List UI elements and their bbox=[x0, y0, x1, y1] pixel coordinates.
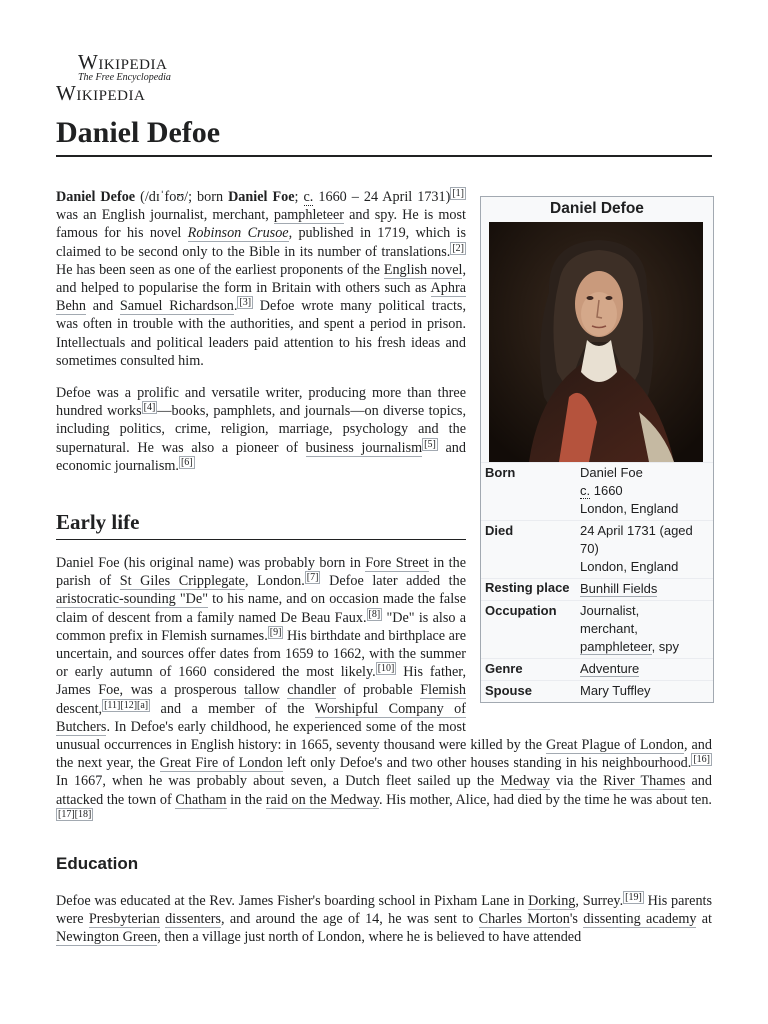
infobox-row-born: Born Daniel Foe c. 1660 London, England bbox=[481, 462, 713, 520]
link-fore-street[interactable]: Fore Street bbox=[365, 555, 429, 571]
education-paragraph: Defoe was educated at the Rev. James Fisher's boarding school in Pixham Lane in Dorking, Surrey. [19] His parents were Presbyterian dissenters, and around the age of 14, he was sent to Charles Morton's dissenting academy at Newington Green, then a village just north of London, where he is believed to have attended bbox=[56, 892, 712, 946]
link-raid-on-medway[interactable]: raid on the Medway bbox=[265, 791, 379, 808]
link-tallow[interactable]: tallow bbox=[244, 682, 280, 699]
intro-paragraph-2: Defoe was a prolific and versatile writer, producing more than three hundred works [4] —books, pamphlets, and journals—on diverse topics, including politics, crime, religion, marriage, psychology and the supernatural. He was also a pioneer of business journalism [5] and economic journalism. [6] bbox=[56, 385, 467, 474]
link-aphra-behn[interactable]: Aphra Behn bbox=[56, 280, 466, 315]
portrait-image[interactable] bbox=[489, 222, 703, 462]
ref-link[interactable]: [16] bbox=[693, 754, 710, 766]
link-presbyterian[interactable]: Presbyterian bbox=[88, 911, 160, 928]
link-dissenters[interactable]: dissenters bbox=[165, 911, 222, 928]
link-river-thames[interactable]: River Thames bbox=[603, 773, 686, 790]
link-aristocratic-sounding[interactable]: aristocratic-sounding "De" bbox=[56, 591, 209, 608]
link-newington-green[interactable]: Newington Green bbox=[56, 929, 158, 946]
early-life-paragraph: Daniel Foe (his original name) was probably born in Fore Street in the parish of St Giles Cripplegate, London. [7] Defoe later added the aristocratic-sounding "De" to his name, and on occasion made the false claim of descent from a family named De Beau Faux. [8] "De" is also a common prefix in Flemish surnames. [9] His birthdate and birthplace are uncertain, and sources offer dates from 1659 to 1662, with the summer or early autumn of 1660 considered the most likely. [10] His father, James Foe, was a prosperous tallow chandler of probable Flemish descent, [11][12][a] and a member of the Worshipful Company of Butchers. In Defoe's early childhood, he experienced some of the most unusual occurrences in English history: in 1665, seventy thousand were killed by the Great Plague of London, and the next year, the Great Fire of London left only Defoe's and two other houses standing in his neighbourhood. [16] In 1667, when he was probably about seven, a Dutch fleet sailed up the Medway via the River Thames and attacked the town of Chatham in the raid on the Medway. His mother, Alice, had died by the time he was about ten.[17][18] bbox=[56, 555, 712, 820]
ref-link[interactable]: [17][18] bbox=[58, 808, 92, 820]
ref-link[interactable]: [9] bbox=[269, 626, 282, 638]
link-chatham[interactable]: Chatham bbox=[175, 791, 227, 808]
infobox bbox=[480, 196, 714, 703]
link-english-novel[interactable]: English novel bbox=[383, 261, 463, 278]
infobox-row-died: Died 24 April 1731 (aged 70) London, England bbox=[481, 520, 713, 578]
link-chandler[interactable]: chandler bbox=[287, 682, 337, 699]
link-adventure[interactable]: Adventure bbox=[580, 661, 640, 676]
link-st-giles-cripplegate[interactable]: St Giles Cripplegate bbox=[119, 573, 245, 590]
circa-abbr[interactable]: c. bbox=[303, 189, 314, 205]
link-pamphleteer[interactable]: pamphleteer bbox=[580, 639, 652, 654]
infobox-title: Daniel Defoe bbox=[550, 200, 644, 217]
ref-link[interactable]: [1] bbox=[452, 188, 465, 199]
infobox-row-occupation: Occupation Journalist, merchant, pamphleteer, spy bbox=[481, 600, 713, 658]
link-worshipful-company[interactable]: Worshipful Company of Butchers bbox=[56, 700, 466, 735]
heading-education: Education bbox=[56, 854, 139, 873]
link-robinson-crusoe[interactable]: Robinson Crusoe bbox=[187, 225, 289, 242]
education-section bbox=[56, 892, 712, 947]
ref-link[interactable]: [2] bbox=[452, 242, 464, 254]
ref-link[interactable]: [19] bbox=[625, 892, 642, 903]
circa-abbr[interactable]: c. bbox=[580, 483, 591, 498]
wordmark-secondary: Wikipedia bbox=[56, 81, 146, 105]
link-great-fire[interactable]: Great Fire of London bbox=[159, 755, 283, 772]
link-great-plague[interactable]: Great Plague of London bbox=[546, 737, 684, 754]
intro-section bbox=[56, 188, 466, 475]
ref-link[interactable]: [7] bbox=[306, 572, 319, 584]
link-samuel-richardson[interactable]: Samuel Richardson bbox=[119, 298, 234, 315]
infobox-row-resting-place: Resting place Bunhill Fields bbox=[481, 578, 713, 600]
ref-link[interactable]: [10] bbox=[377, 663, 395, 675]
intro-paragraph-1: Daniel Defoe (/dɪˈfoʊ/; born Daniel Foe; c. 1660 – 24 April 1731) [1] was an English journalist, merchant, pamphleteer and spy. He is most famous for his novel Robinson Crusoe, published in 1719, which is claimed to be second only to the Bible in its number of translations. [2] He has been seen as one of the earliest proponents of the English novel, and helped to popularise the form in Britain with others such as Aphra Behn and Samuel Richardson. [3] Defoe wrote many political tracts, was often in trouble with the authorities, and spent a period in prison. Intellectuals and political leaders paid attention to his fresh ideas and sometimes consulted him. bbox=[56, 188, 467, 369]
heading-early-life: Early life bbox=[56, 510, 466, 540]
link-pamphleteer[interactable]: pamphleteer bbox=[273, 207, 344, 224]
wordmark: Wikipedia bbox=[78, 50, 168, 74]
page-title: Daniel Defoe bbox=[56, 116, 712, 157]
infobox-row-spouse: Spouse Mary Tuffley bbox=[481, 680, 713, 702]
link-dorking[interactable]: Dorking bbox=[528, 893, 576, 909]
ref-link[interactable]: [3] bbox=[239, 297, 252, 309]
link-charles-morton[interactable]: Charles Morton bbox=[478, 911, 570, 928]
link-medway[interactable]: Medway bbox=[500, 773, 550, 790]
ref-link[interactable]: [4] bbox=[143, 402, 156, 414]
ref-link[interactable]: [5] bbox=[424, 438, 436, 450]
link-flemish[interactable]: Flemish bbox=[420, 682, 467, 699]
tagline: The Free Encyclopedia bbox=[78, 72, 171, 83]
link-business-journalism[interactable]: business journalism bbox=[305, 439, 423, 456]
ref-link[interactable]: [11][12][a] bbox=[104, 699, 149, 711]
infobox-row-genre: Genre Adventure bbox=[481, 658, 713, 680]
link-dissenting-academy[interactable]: dissenting academy bbox=[583, 911, 697, 928]
ref-link[interactable]: [8] bbox=[368, 608, 381, 620]
link-bunhill-fields[interactable]: Bunhill Fields bbox=[580, 581, 658, 596]
ref-link[interactable]: [6] bbox=[180, 456, 193, 468]
